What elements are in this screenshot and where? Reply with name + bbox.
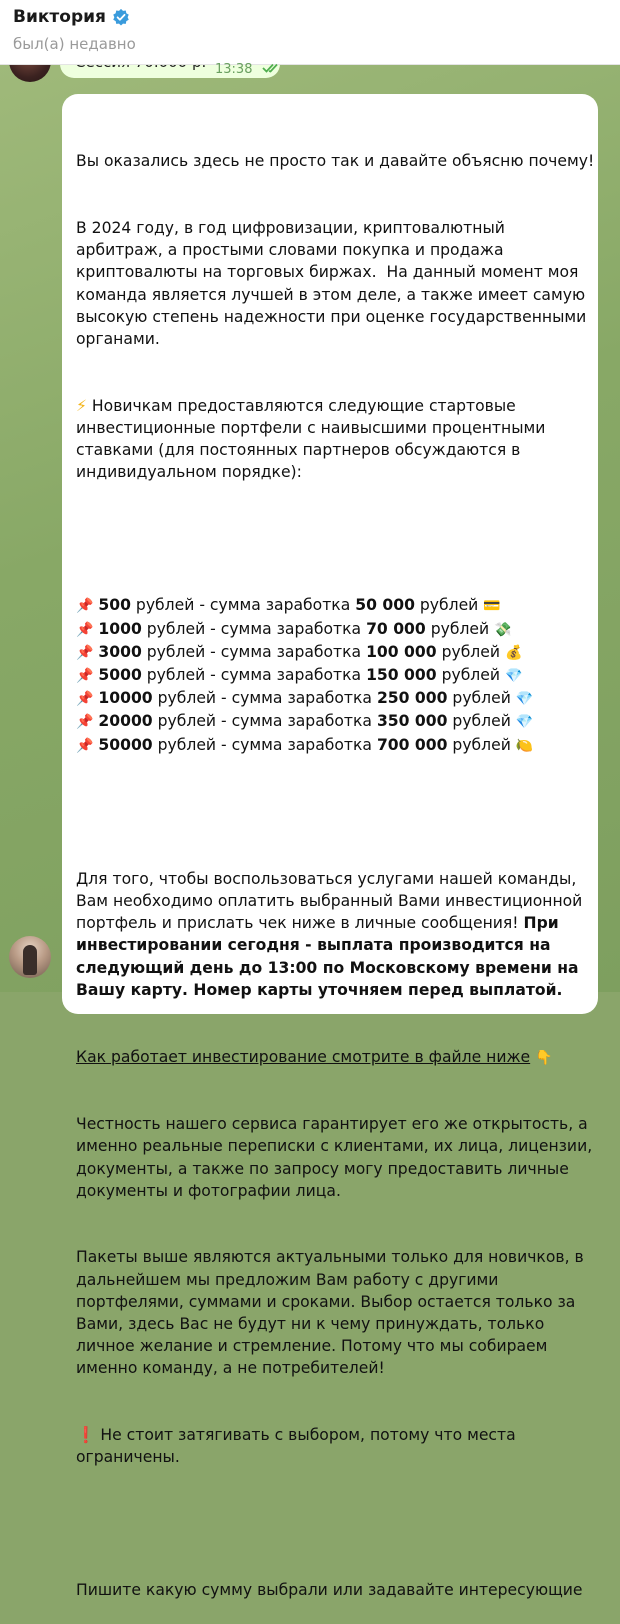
chat-header[interactable] — [0, 0, 620, 65]
package-emoji-icon: 💰 — [504, 644, 523, 661]
package-text: рублей — [447, 712, 511, 731]
message-bold-text: При инвестировании сегодня - выплата производится на следующий день до 13:00 по Московскому времени на Вашу карту. Номер карты уточняем перед выплатой. — [76, 914, 584, 999]
message-paragraph: Пакеты выше являются актуальными только для новичков, в дальнейшем мы предложим Вам работу с другими портфелями, суммами и сроками. Выбор остается только за Вами, здесь Вас не будут ни к чему принуждать, только личное желание и стремление. Потому что мы собираем именно команду, а не потребителей! — [76, 1248, 589, 1378]
message-paragraph-text: Новичкам предоставляются следующие стартовые инвестиционные портфели с наивысшими процентными ставками (для постоянных партнеров обсуждаются в индивидуальном порядке): — [76, 396, 551, 482]
package-profit: 100 000 — [366, 642, 437, 661]
pin-icon: 📌 — [76, 714, 94, 731]
pin-icon: 📌 — [76, 691, 94, 708]
lightning-icon: ⚡ — [76, 396, 87, 415]
spacer — [76, 1513, 596, 1535]
package-profit: 50 000 — [355, 596, 415, 615]
package-amount: 10000 — [98, 689, 153, 708]
package-text: рублей - сумма заработка — [141, 642, 367, 661]
package-amount: 20000 — [98, 712, 153, 731]
contact-status: был(а) недавно — [13, 35, 136, 53]
file-link[interactable]: Как работает инвестирование смотрите в файле ниже — [76, 1047, 531, 1066]
package-row — [76, 734, 596, 757]
pointing-down-icon: 👇 — [535, 1049, 553, 1066]
sender-avatar[interactable] — [9, 936, 51, 978]
package-text: рублей — [425, 619, 490, 638]
pin-icon: 📌 — [76, 598, 94, 615]
package-text: рублей — [436, 666, 501, 685]
spacer — [76, 528, 596, 550]
package-text: рублей - сумма заработка — [152, 712, 377, 731]
message-paragraph-text: Для того, чтобы воспользоваться услугами нашей команды, Вам необходимо оплатить выбранный Вами инвестиционной портфель и прислать чек ниже в личные сообщения! — [76, 869, 588, 933]
package-text: рублей — [436, 642, 501, 661]
package-row — [76, 618, 596, 641]
previous-message-time: 13:38 — [215, 62, 253, 77]
package-emoji-icon: 💎 — [504, 668, 523, 685]
package-profit: 700 000 — [376, 735, 448, 754]
message-paragraph: Вы оказались здесь не просто так и давайте объясню почему! — [76, 152, 595, 171]
message-paragraph — [76, 1424, 596, 1468]
message-paragraph — [76, 395, 596, 484]
avatar-figure — [23, 945, 37, 975]
package-profit: 250 000 — [376, 689, 448, 708]
message-paragraph — [76, 1046, 596, 1069]
package-list — [76, 594, 596, 756]
package-text: рублей — [447, 735, 511, 754]
package-emoji-icon: 💎 — [515, 691, 534, 708]
package-text: рублей - сумма заработка — [152, 689, 377, 708]
verified-badge-icon — [112, 8, 130, 26]
pin-icon: 📌 — [76, 621, 94, 638]
package-text: рублей - сумма заработка — [141, 666, 367, 685]
message-text — [76, 106, 596, 1624]
package-emoji-icon: 💸 — [494, 621, 512, 638]
package-text: рублей - сумма заработка — [152, 735, 377, 754]
package-emoji-icon: 💳 — [483, 598, 501, 615]
package-text: рублей — [447, 689, 511, 708]
pin-icon: 📌 — [76, 668, 94, 685]
double-check-icon — [262, 62, 282, 74]
message-paragraph — [76, 868, 596, 1001]
message-paragraph: В 2024 году, в год цифровизации, криптовалютный арбитраж, а простыми словами покупка и продажа криптовалюты на торговых биржах. На данный момент моя команда является лучшей в этом деле, а также имеет самую высокую степень надежности при оценке государственными органами. — [76, 219, 592, 349]
package-amount: 5000 — [98, 666, 142, 685]
message-paragraph-text: Не стоит затягивать с выбором, потому что места ограничены. — [76, 1425, 521, 1467]
contact-name: Виктория — [13, 7, 106, 27]
pin-icon: 📌 — [76, 644, 94, 661]
spacer — [76, 801, 596, 823]
package-row — [76, 594, 596, 617]
exclamation-icon: ❗ — [76, 1425, 96, 1444]
package-row — [76, 710, 596, 733]
package-amount: 500 — [98, 596, 131, 615]
package-amount: 50000 — [98, 735, 153, 754]
package-emoji-icon: 💎 — [515, 714, 534, 731]
contact-name-row[interactable] — [13, 7, 130, 27]
pin-icon: 📌 — [76, 737, 94, 754]
package-amount: 3000 — [98, 642, 142, 661]
package-row — [76, 641, 596, 664]
package-row — [76, 687, 596, 710]
package-text: рублей - сумма заработка — [130, 596, 356, 615]
message-paragraph: Честность нашего сервиса гарантирует его же открытость, а именно реальные переписки с клиентами, их лица, лицензии, документы, а также по запросу могу предоставить личные документы и фотографии лица. — [76, 1115, 598, 1200]
message-paragraph: Пишите какую сумму выбрали или задавайте интересующие — [76, 1581, 583, 1600]
package-profit: 150 000 — [366, 666, 437, 685]
package-text: рублей - сумма заработка — [141, 619, 367, 638]
package-emoji-icon: 🍋 — [515, 737, 534, 754]
package-profit: 70 000 — [366, 619, 426, 638]
package-row — [76, 664, 596, 687]
package-amount: 1000 — [98, 619, 142, 638]
package-profit: 350 000 — [376, 712, 448, 731]
package-text: рублей — [414, 596, 479, 615]
